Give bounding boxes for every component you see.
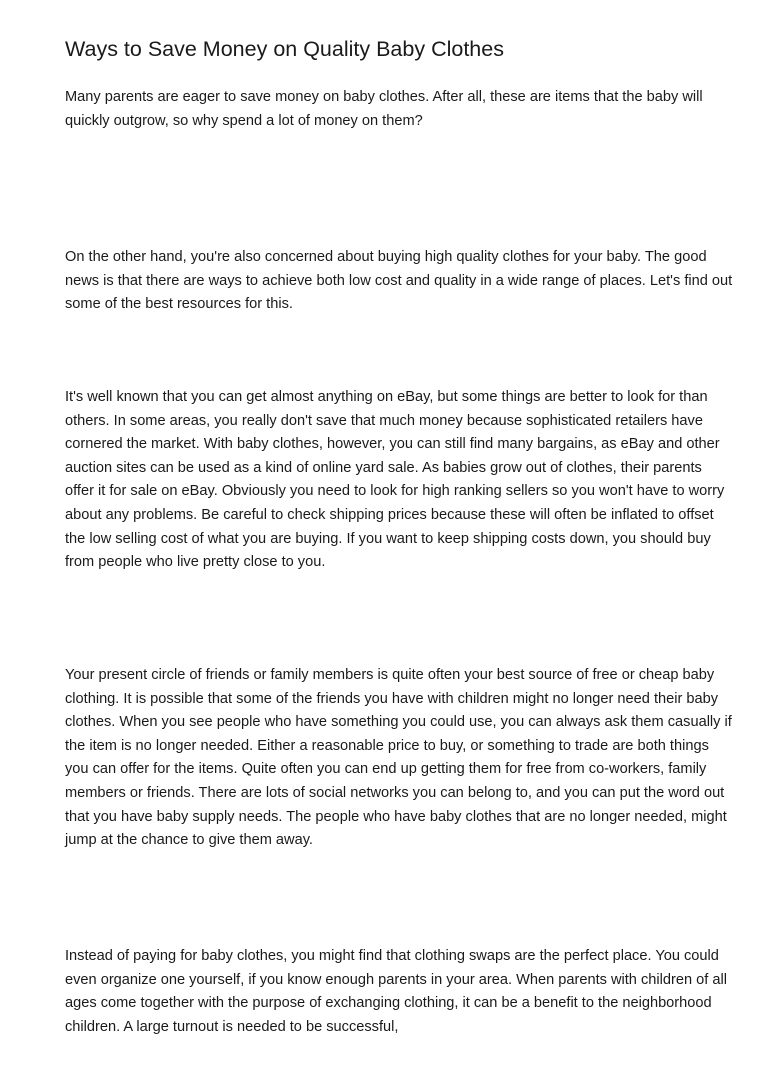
paragraph-ebay: It's well known that you can get almost anything on eBay, but some things are better to look for than others. In some areas, you really don't save that much money because sophisticated retailers have cornered the market. With baby clothes, however, you can still find many bargains, as eBay and other auction sites can be used as a kind of online yard sale. As babies grow out of clothes, their parents offer it for sale on eBay. Obviously you need to look for high ranking sellers so you won't have to worry about any problems. Be careful to check shipping prices because these will often be inflated to offset the low selling cost of what you are buying. If you want to keep shipping costs down, you should buy from people who live pretty close to you. xyxy=(65,389,725,571)
document-title: Ways to Save Money on Quality Baby Clothes xyxy=(65,37,504,61)
paragraph-friends-family: Your present circle of friends or family members is quite often your best source of free or cheap baby clothing. It is possible that some of the friends you have with children might no longer need their baby clothes. When you see people who have something you could use, you can always ask them casually if the item is no longer needed. Either a reasonable price to buy, or something to trade are both things you can offer for the items. Quite often you can end up getting them for free from co-workers, family members or friends. There are lots of social networks you can belong to, and you can put the word out that you have baby supply needs. The people who have baby clothes that are no longer needed, might jump at the chance to give them away. xyxy=(65,667,732,849)
paragraph-clothing-swaps: Instead of paying for baby clothes, you might find that clothing swaps are the perfect place. You could even organize one yourself, if you know enough parents in your area. When parents with children of all ages come together with the purpose of exchanging clothing, it can be a benefit to the neighborhood children. A large turnout is needed to be successful, xyxy=(65,948,727,1035)
paragraph-quality: On the other hand, you're also concerned about buying high quality clothes for your baby. The good news is that there are ways to achieve both low cost and quality in a wide range of places. Let's find out some of the best resources for this. xyxy=(65,249,733,313)
paragraph-intro: Many parents are eager to save money on baby clothes. After all, these are items that the baby will quickly outgrow, so why spend a lot of money on them? xyxy=(65,89,703,129)
